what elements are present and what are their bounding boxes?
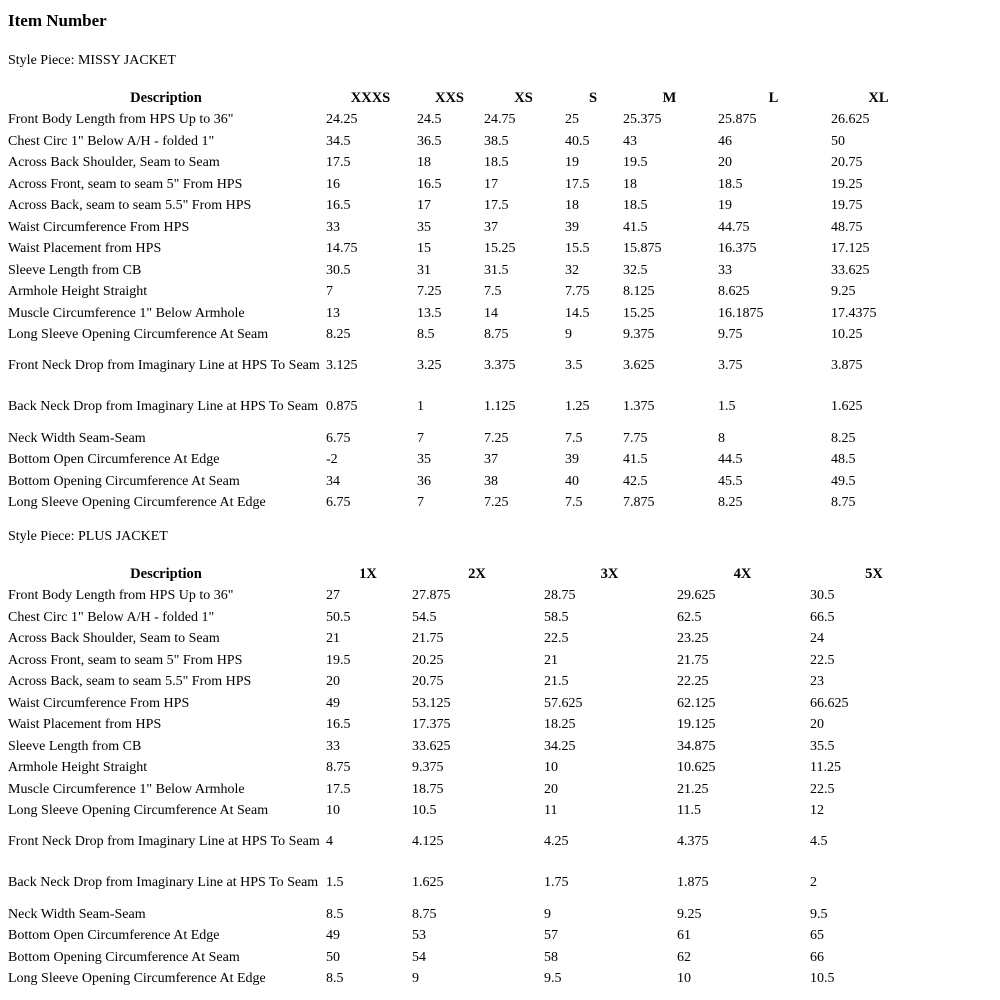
table-row bbox=[6, 217, 926, 239]
measurement-value: 4.125 bbox=[412, 833, 444, 849]
table-row bbox=[6, 131, 926, 153]
measurement-value: 18.25 bbox=[544, 717, 576, 733]
measurement-value: 8.75 bbox=[412, 906, 437, 922]
measurement-value: 53 bbox=[412, 928, 426, 944]
measurement-description: Long Sleeve Opening Circumference At Seam bbox=[8, 327, 269, 343]
style-piece-plus: Style Piece: PLUS JACKET bbox=[8, 529, 168, 544]
measurement-description: Armhole Height Straight bbox=[8, 760, 148, 776]
measurement-value: 50 bbox=[831, 133, 845, 149]
table-row bbox=[6, 693, 938, 715]
measurement-value: 19 bbox=[718, 198, 732, 214]
measurement-value: 38 bbox=[484, 473, 498, 489]
measurement-value: 33.625 bbox=[412, 738, 451, 754]
column-header-description: Description bbox=[130, 89, 202, 106]
measurement-description: Muscle Circumference 1" Below Armhole bbox=[8, 305, 245, 321]
measurement-value: 15.25 bbox=[484, 241, 516, 257]
measurement-value: 16.375 bbox=[718, 241, 757, 257]
plus-spec-table bbox=[6, 563, 938, 990]
measurement-description: Long Sleeve Opening Circumference At Seam bbox=[8, 803, 269, 819]
measurement-value: 66 bbox=[810, 949, 824, 965]
measurement-value: 15.5 bbox=[565, 241, 590, 257]
measurement-value: 18.5 bbox=[623, 198, 648, 214]
missy-table-body bbox=[6, 109, 926, 514]
measurement-description: Across Back Shoulder, Seam to Seam bbox=[8, 155, 220, 171]
measurement-value: 37 bbox=[484, 452, 498, 468]
measurement-value: 9.5 bbox=[544, 971, 562, 987]
measurement-value: 19.75 bbox=[831, 198, 863, 214]
table-row bbox=[6, 346, 926, 387]
measurement-value: 25.375 bbox=[623, 112, 662, 128]
measurement-value: 33 bbox=[326, 738, 340, 754]
table-row bbox=[6, 324, 926, 346]
measurement-value: 45.5 bbox=[718, 473, 743, 489]
measurement-value: 7.5 bbox=[565, 495, 583, 511]
measurement-value: 2 bbox=[810, 874, 817, 890]
measurement-value: 9.375 bbox=[412, 760, 444, 776]
measurement-description: Bottom Opening Circumference At Seam bbox=[8, 473, 240, 489]
measurement-value: 17.5 bbox=[326, 155, 351, 171]
table-row bbox=[6, 628, 938, 650]
measurement-description: Waist Circumference From HPS bbox=[8, 219, 190, 235]
measurement-value: 57.625 bbox=[544, 695, 583, 711]
table-row bbox=[6, 925, 938, 947]
measurement-value: 8.5 bbox=[326, 971, 344, 987]
measurement-value: 35.5 bbox=[810, 738, 835, 754]
measurement-value: 31 bbox=[417, 262, 431, 278]
measurement-value: 19.5 bbox=[623, 155, 648, 171]
measurement-value: 8.5 bbox=[417, 327, 435, 343]
measurement-value: 3.875 bbox=[831, 357, 863, 373]
measurement-value: 3.625 bbox=[623, 357, 655, 373]
table-row bbox=[6, 585, 938, 607]
measurement-value: 3.75 bbox=[718, 357, 743, 373]
measurement-value: 11 bbox=[544, 803, 558, 819]
measurement-value: 53.125 bbox=[412, 695, 451, 711]
measurement-value: 7.75 bbox=[565, 284, 590, 300]
measurement-value: 16.1875 bbox=[718, 305, 764, 321]
measurement-value: 11.5 bbox=[677, 803, 701, 819]
measurement-value: 28.75 bbox=[544, 588, 576, 604]
measurement-description: Bottom Open Circumference At Edge bbox=[8, 928, 220, 944]
measurement-value: 34.25 bbox=[544, 738, 576, 754]
measurement-value: 7 bbox=[417, 430, 424, 446]
measurement-value: 9.5 bbox=[810, 906, 828, 922]
measurement-description: Waist Circumference From HPS bbox=[8, 695, 190, 711]
measurement-value: -2 bbox=[326, 452, 338, 468]
measurement-value: 50.5 bbox=[326, 609, 351, 625]
column-header-size: 4X bbox=[733, 565, 752, 582]
measurement-value: 50 bbox=[326, 949, 340, 965]
measurement-value: 27.875 bbox=[412, 588, 451, 604]
measurement-value: 9.75 bbox=[718, 327, 743, 343]
measurement-value: 22.5 bbox=[544, 631, 569, 647]
measurement-value: 41.5 bbox=[623, 219, 648, 235]
measurement-value: 20.25 bbox=[412, 652, 444, 668]
measurement-description: Waist Placement from HPS bbox=[8, 241, 162, 257]
measurement-value: 13 bbox=[326, 305, 340, 321]
measurement-value: 18 bbox=[623, 176, 637, 192]
column-header-size: 3X bbox=[600, 565, 619, 582]
measurement-value: 19.125 bbox=[677, 717, 716, 733]
plus-header-row bbox=[6, 563, 938, 585]
measurement-value: 3.25 bbox=[417, 357, 442, 373]
measurement-value: 54 bbox=[412, 949, 426, 965]
table-row bbox=[6, 238, 926, 260]
measurement-value: 29.625 bbox=[677, 588, 716, 604]
measurement-value: 10.25 bbox=[831, 327, 863, 343]
table-row bbox=[6, 947, 938, 969]
measurement-value: 21.5 bbox=[544, 674, 569, 690]
measurement-description: Across Back Shoulder, Seam to Seam bbox=[8, 631, 220, 647]
plus-table-body bbox=[6, 585, 938, 990]
measurement-value: 17 bbox=[484, 176, 498, 192]
measurement-value: 13.5 bbox=[417, 305, 442, 321]
measurement-value: 15 bbox=[417, 241, 431, 257]
table-row bbox=[6, 303, 926, 325]
column-header-size: M bbox=[662, 89, 677, 106]
measurement-value: 26.625 bbox=[831, 112, 870, 128]
measurement-value: 8 bbox=[718, 430, 725, 446]
measurement-value: 62 bbox=[677, 949, 691, 965]
measurement-description: Chest Circ 1" Below A/H - folded 1" bbox=[8, 133, 215, 149]
measurement-value: 6.75 bbox=[326, 430, 351, 446]
measurement-value: 1.375 bbox=[623, 398, 655, 414]
table-row bbox=[6, 736, 938, 758]
table-row bbox=[6, 714, 938, 736]
column-header-size: L bbox=[768, 89, 779, 106]
measurement-value: 16 bbox=[326, 176, 340, 192]
measurement-description: Long Sleeve Opening Circumference At Edge bbox=[8, 495, 266, 511]
measurement-value: 7.5 bbox=[565, 430, 583, 446]
measurement-value: 8.25 bbox=[831, 430, 856, 446]
measurement-value: 9.25 bbox=[831, 284, 856, 300]
measurement-value: 54.5 bbox=[412, 609, 437, 625]
measurement-value: 7.25 bbox=[417, 284, 442, 300]
measurement-value: 36 bbox=[417, 473, 431, 489]
measurement-value: 14.5 bbox=[565, 305, 590, 321]
measurement-value: 30.5 bbox=[326, 262, 351, 278]
measurement-value: 7.5 bbox=[484, 284, 502, 300]
measurement-value: 17.4375 bbox=[831, 305, 877, 321]
column-header-size: S bbox=[588, 89, 598, 106]
missy-spec-table bbox=[6, 87, 926, 514]
measurement-value: 33.625 bbox=[831, 262, 870, 278]
table-row bbox=[6, 260, 926, 282]
measurement-value: 4 bbox=[326, 833, 333, 849]
measurement-value: 24.5 bbox=[417, 112, 442, 128]
measurement-value: 33 bbox=[326, 219, 340, 235]
measurement-value: 4.375 bbox=[677, 833, 709, 849]
measurement-value: 7.25 bbox=[484, 430, 509, 446]
measurement-value: 11.25 bbox=[810, 760, 841, 776]
measurement-description: Across Front, seam to seam 5" From HPS bbox=[8, 652, 243, 668]
measurement-value: 66.5 bbox=[810, 609, 835, 625]
table-row bbox=[6, 449, 926, 471]
measurement-value: 39 bbox=[565, 452, 579, 468]
measurement-value: 44.5 bbox=[718, 452, 743, 468]
measurement-value: 20 bbox=[810, 717, 824, 733]
measurement-value: 41.5 bbox=[623, 452, 648, 468]
measurement-value: 19 bbox=[565, 155, 579, 171]
measurement-value: 17.125 bbox=[831, 241, 870, 257]
measurement-description: Back Neck Drop from Imaginary Line at HPS To Seam bbox=[8, 874, 319, 890]
measurement-description: Front Body Length from HPS Up to 36" bbox=[8, 588, 234, 604]
measurement-description: Neck Width Seam-Seam bbox=[8, 430, 146, 446]
measurement-value: 17.5 bbox=[565, 176, 590, 192]
measurement-value: 62.5 bbox=[677, 609, 702, 625]
measurement-description: Waist Placement from HPS bbox=[8, 717, 162, 733]
measurement-value: 58 bbox=[544, 949, 558, 965]
measurement-value: 0.875 bbox=[326, 398, 358, 414]
measurement-value: 20 bbox=[544, 781, 558, 797]
measurement-value: 35 bbox=[417, 219, 431, 235]
measurement-value: 15.875 bbox=[623, 241, 662, 257]
measurement-value: 9 bbox=[565, 327, 572, 343]
table-row bbox=[6, 779, 938, 801]
table-row bbox=[6, 757, 938, 779]
measurement-value: 1.125 bbox=[484, 398, 516, 414]
measurement-value: 8.25 bbox=[718, 495, 743, 511]
column-header-description: Description bbox=[130, 565, 202, 582]
table-row bbox=[6, 800, 938, 822]
measurement-value: 4.5 bbox=[810, 833, 828, 849]
measurement-value: 19.5 bbox=[326, 652, 351, 668]
table-row bbox=[6, 671, 938, 693]
measurement-value: 10.5 bbox=[412, 803, 437, 819]
column-header-size: 1X bbox=[359, 565, 377, 582]
measurement-value: 19.25 bbox=[831, 176, 863, 192]
measurement-value: 7.75 bbox=[623, 430, 648, 446]
measurement-description: Sleeve Length from CB bbox=[8, 262, 142, 278]
measurement-value: 32.5 bbox=[623, 262, 648, 278]
measurement-value: 40 bbox=[565, 473, 579, 489]
measurement-value: 24.25 bbox=[326, 112, 358, 128]
style-piece-missy: Style Piece: MISSY JACKET bbox=[8, 53, 176, 68]
measurement-value: 8.75 bbox=[831, 495, 856, 511]
table-row bbox=[6, 428, 926, 450]
measurement-description: Chest Circ 1" Below A/H - folded 1" bbox=[8, 609, 215, 625]
measurement-value: 15.25 bbox=[623, 305, 655, 321]
measurement-value: 49.5 bbox=[831, 473, 856, 489]
measurement-value: 16.5 bbox=[326, 717, 351, 733]
table-row bbox=[6, 152, 926, 174]
measurement-description: Across Back, seam to seam 5.5" From HPS bbox=[8, 198, 252, 214]
measurement-value: 3.375 bbox=[484, 357, 516, 373]
measurement-description: Front Neck Drop from Imaginary Line at HPS To Seam bbox=[8, 833, 320, 849]
measurement-value: 21.25 bbox=[677, 781, 709, 797]
measurement-value: 8.75 bbox=[484, 327, 509, 343]
measurement-value: 17 bbox=[417, 198, 431, 214]
measurement-value: 16.5 bbox=[326, 198, 351, 214]
measurement-description: Front Body Length from HPS Up to 36" bbox=[8, 112, 234, 128]
measurement-value: 22.5 bbox=[810, 781, 835, 797]
measurement-value: 49 bbox=[326, 928, 340, 944]
measurement-description: Long Sleeve Opening Circumference At Edge bbox=[8, 971, 266, 987]
column-header-size: XL bbox=[868, 89, 889, 106]
measurement-value: 9 bbox=[412, 971, 419, 987]
measurement-value: 20 bbox=[718, 155, 732, 171]
table-row bbox=[6, 863, 938, 904]
measurement-value: 17.375 bbox=[412, 717, 451, 733]
measurement-value: 24.75 bbox=[484, 112, 516, 128]
measurement-value: 10 bbox=[677, 971, 691, 987]
measurement-value: 58.5 bbox=[544, 609, 569, 625]
measurement-value: 17.5 bbox=[326, 781, 351, 797]
measurement-value: 7.25 bbox=[484, 495, 509, 511]
measurement-value: 18.75 bbox=[412, 781, 444, 797]
measurement-description: Back Neck Drop from Imaginary Line at HPS To Seam bbox=[8, 398, 319, 414]
measurement-value: 62.125 bbox=[677, 695, 716, 711]
measurement-value: 32 bbox=[565, 262, 579, 278]
measurement-value: 24 bbox=[810, 631, 824, 647]
measurement-value: 20 bbox=[326, 674, 340, 690]
measurement-value: 3.5 bbox=[565, 357, 583, 373]
measurement-value: 23 bbox=[810, 674, 824, 690]
table-row bbox=[6, 904, 938, 926]
table-row bbox=[6, 822, 938, 863]
measurement-value: 1.875 bbox=[677, 874, 709, 890]
column-header-size: 5X bbox=[865, 565, 883, 582]
measurement-value: 21 bbox=[326, 631, 340, 647]
table-row bbox=[6, 387, 926, 428]
measurement-value: 48.5 bbox=[831, 452, 856, 468]
measurement-value: 12 bbox=[810, 803, 824, 819]
measurement-value: 1.5 bbox=[326, 874, 344, 890]
measurement-value: 21 bbox=[544, 652, 558, 668]
measurement-description: Neck Width Seam-Seam bbox=[8, 906, 146, 922]
measurement-value: 42.5 bbox=[623, 473, 648, 489]
measurement-value: 7.875 bbox=[623, 495, 655, 511]
measurement-value: 1.75 bbox=[544, 874, 569, 890]
measurement-value: 25.875 bbox=[718, 112, 757, 128]
table-row bbox=[6, 492, 926, 514]
measurement-value: 33 bbox=[718, 262, 732, 278]
page-title: Item Number bbox=[8, 11, 107, 30]
measurement-description: Bottom Open Circumference At Edge bbox=[8, 452, 220, 468]
missy-header-row bbox=[6, 87, 926, 109]
measurement-value: 20.75 bbox=[412, 674, 444, 690]
measurement-value: 6.75 bbox=[326, 495, 351, 511]
measurement-value: 1.625 bbox=[831, 398, 863, 414]
measurement-value: 66.625 bbox=[810, 695, 849, 711]
measurement-value: 4.25 bbox=[544, 833, 569, 849]
measurement-value: 1.25 bbox=[565, 398, 590, 414]
measurement-value: 10 bbox=[326, 803, 340, 819]
measurement-value: 10 bbox=[544, 760, 558, 776]
measurement-value: 10.625 bbox=[677, 760, 716, 776]
measurement-description: Across Front, seam to seam 5" From HPS bbox=[8, 176, 243, 192]
measurement-value: 38.5 bbox=[484, 133, 509, 149]
measurement-value: 8.625 bbox=[718, 284, 750, 300]
measurement-value: 10.5 bbox=[810, 971, 835, 987]
measurement-value: 1 bbox=[417, 398, 424, 414]
measurement-value: 7 bbox=[326, 284, 333, 300]
column-header-size: XS bbox=[514, 89, 533, 106]
table-row bbox=[6, 650, 938, 672]
measurement-value: 57 bbox=[544, 928, 558, 944]
table-row bbox=[6, 281, 926, 303]
measurement-value: 8.75 bbox=[326, 760, 351, 776]
table-row bbox=[6, 607, 938, 629]
measurement-value: 36.5 bbox=[417, 133, 442, 149]
measurement-value: 23.25 bbox=[677, 631, 709, 647]
measurement-value: 1.625 bbox=[412, 874, 444, 890]
measurement-description: Muscle Circumference 1" Below Armhole bbox=[8, 781, 245, 797]
measurement-value: 44.75 bbox=[718, 219, 750, 235]
measurement-value: 65 bbox=[810, 928, 824, 944]
measurement-value: 8.25 bbox=[326, 327, 351, 343]
measurement-value: 25 bbox=[565, 112, 579, 128]
measurement-value: 18 bbox=[565, 198, 579, 214]
measurement-value: 22.25 bbox=[677, 674, 709, 690]
measurement-description: Armhole Height Straight bbox=[8, 284, 148, 300]
measurement-value: 21.75 bbox=[412, 631, 444, 647]
measurement-description: Front Neck Drop from Imaginary Line at HPS To Seam bbox=[8, 357, 320, 373]
table-row bbox=[6, 195, 926, 217]
measurement-value: 7 bbox=[417, 495, 424, 511]
measurement-value: 9.25 bbox=[677, 906, 702, 922]
measurement-value: 34.5 bbox=[326, 133, 351, 149]
measurement-value: 37 bbox=[484, 219, 498, 235]
table-row bbox=[6, 471, 926, 493]
table-row bbox=[6, 968, 938, 990]
measurement-value: 49 bbox=[326, 695, 340, 711]
measurement-value: 39 bbox=[565, 219, 579, 235]
table-row bbox=[6, 174, 926, 196]
measurement-description: Across Back, seam to seam 5.5" From HPS bbox=[8, 674, 252, 690]
column-header-size: XXS bbox=[434, 89, 464, 106]
measurement-value: 21.75 bbox=[677, 652, 709, 668]
measurement-value: 27 bbox=[326, 588, 340, 604]
measurement-value: 18.5 bbox=[484, 155, 509, 171]
measurement-value: 18 bbox=[417, 155, 431, 171]
measurement-value: 34.875 bbox=[677, 738, 716, 754]
measurement-value: 43 bbox=[623, 133, 637, 149]
measurement-value: 18.5 bbox=[718, 176, 743, 192]
measurement-value: 8.125 bbox=[623, 284, 655, 300]
measurement-value: 9 bbox=[544, 906, 551, 922]
measurement-value: 16.5 bbox=[417, 176, 442, 192]
measurement-value: 48.75 bbox=[831, 219, 863, 235]
measurement-value: 30.5 bbox=[810, 588, 835, 604]
measurement-value: 46 bbox=[718, 133, 732, 149]
measurement-value: 14 bbox=[484, 305, 498, 321]
measurement-description: Bottom Opening Circumference At Seam bbox=[8, 949, 240, 965]
measurement-value: 9.375 bbox=[623, 327, 655, 343]
column-header-size: XXXS bbox=[350, 89, 391, 106]
measurement-value: 34 bbox=[326, 473, 340, 489]
measurement-value: 3.125 bbox=[326, 357, 358, 373]
measurement-value: 14.75 bbox=[326, 241, 358, 257]
measurement-value: 31.5 bbox=[484, 262, 509, 278]
measurement-description: Sleeve Length from CB bbox=[8, 738, 142, 754]
measurement-value: 8.5 bbox=[326, 906, 344, 922]
measurement-value: 35 bbox=[417, 452, 431, 468]
measurement-value: 17.5 bbox=[484, 198, 509, 214]
table-row bbox=[6, 109, 926, 131]
measurement-value: 61 bbox=[677, 928, 691, 944]
measurement-value: 40.5 bbox=[565, 133, 590, 149]
column-header-size: 2X bbox=[468, 565, 486, 582]
measurement-value: 22.5 bbox=[810, 652, 835, 668]
measurement-value: 1.5 bbox=[718, 398, 736, 414]
measurement-value: 20.75 bbox=[831, 155, 863, 171]
